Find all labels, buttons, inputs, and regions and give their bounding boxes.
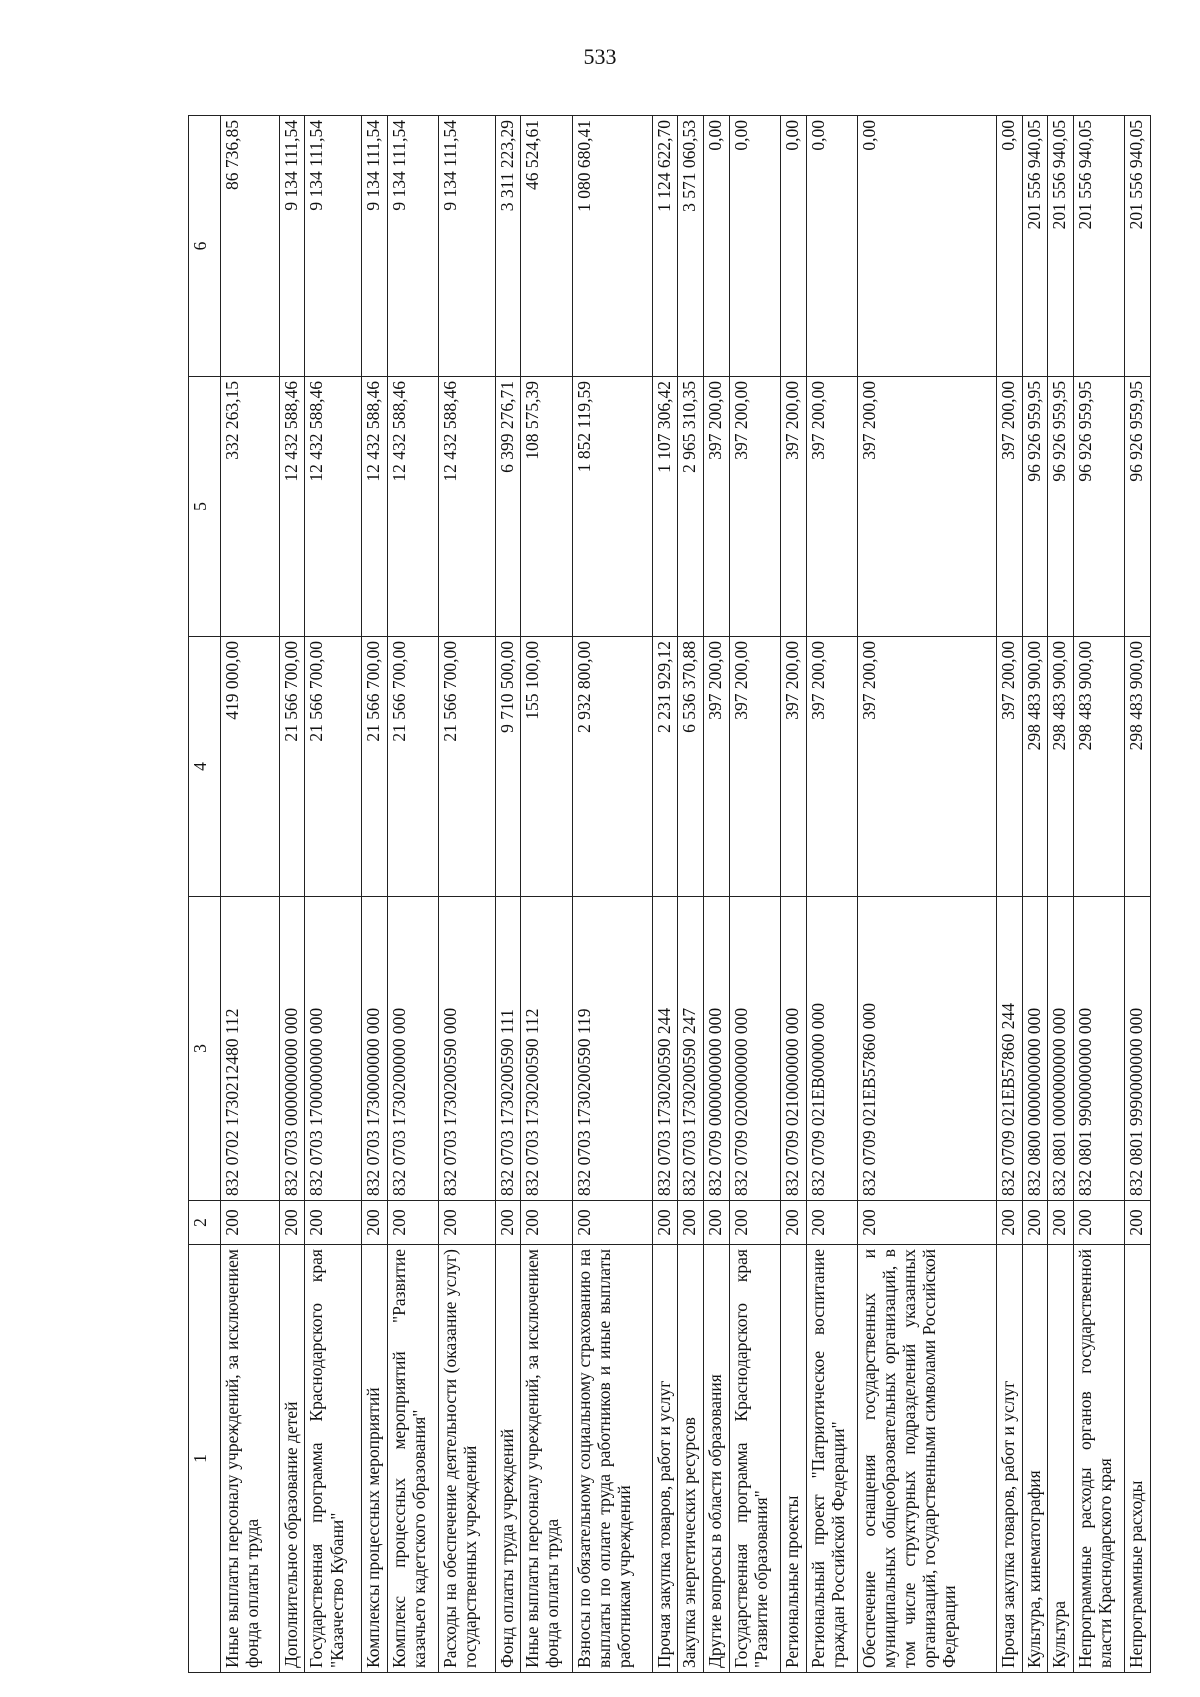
budget-table <box>188 115 1151 1673</box>
row-col5-value: 397 200,00 <box>996 377 1022 637</box>
row-name: Фонд оплаты труда учреждений <box>495 1245 521 1673</box>
row-col4-value: 298 483 900,00 <box>1073 637 1124 897</box>
row-col4-value: 2 231 929,12 <box>652 637 678 897</box>
row-classification: 832 0702 1730212480 112 <box>221 897 280 1201</box>
row-code: 200 <box>521 1201 572 1245</box>
row-col6-value: 9 134 111,54 <box>362 116 388 377</box>
row-classification: 832 0703 1730200590 111 <box>495 897 521 1201</box>
row-col6-value: 0,00 <box>806 116 857 377</box>
row-col6-value: 46 524,61 <box>521 116 572 377</box>
row-classification: 832 0709 0210000000 000 <box>780 897 806 1201</box>
row-col6-value: 1 080 680,41 <box>572 116 652 377</box>
row-col4-value: 397 200,00 <box>857 637 996 897</box>
row-classification: 832 0703 1730200590 244 <box>652 897 678 1201</box>
row-classification: 832 0703 1730200000 000 <box>387 897 438 1201</box>
row-col5-value: 397 200,00 <box>806 377 857 637</box>
rotated-table-wrapper <box>188 116 1151 1673</box>
row-col5-value: 12 432 588,46 <box>362 377 388 637</box>
col-header-3: 3 <box>189 897 221 1201</box>
col-header-6: 6 <box>189 116 221 377</box>
row-code: 200 <box>729 1201 780 1245</box>
row-col6-value: 9 134 111,54 <box>387 116 438 377</box>
row-classification: 832 0709 021EB57860 000 <box>857 897 996 1201</box>
row-code: 200 <box>1022 1201 1048 1245</box>
table-row <box>678 116 704 1673</box>
row-name: Комплекс процессных мероприятий "Развитие казачьего кадетского образования" <box>387 1245 438 1673</box>
row-col6-value: 0,00 <box>704 116 730 377</box>
row-col4-value: 21 566 700,00 <box>387 637 438 897</box>
row-col5-value: 12 432 588,46 <box>439 377 496 637</box>
table-row <box>1125 116 1151 1673</box>
row-col6-value: 9 134 111,54 <box>279 116 305 377</box>
row-col5-value: 1 107 306,42 <box>652 377 678 637</box>
row-code: 200 <box>572 1201 652 1245</box>
row-col6-value: 1 124 622,70 <box>652 116 678 377</box>
row-col4-value: 21 566 700,00 <box>362 637 388 897</box>
row-name: Непрограммные расходы органов государственной власти Краснодарского края <box>1073 1245 1124 1673</box>
row-classification: 832 0800 0000000000 000 <box>1022 897 1048 1201</box>
row-name: Обеспечение оснащения государственных и муниципальных общеобразовательных организаций, в том числе структурных подразделений указанных организаций, государственными символами Российской Федерации <box>857 1245 996 1673</box>
table-row <box>439 116 496 1673</box>
row-col4-value: 397 200,00 <box>780 637 806 897</box>
row-col5-value: 397 200,00 <box>704 377 730 637</box>
row-name: Иные выплаты персоналу учреждений, за исключением фонда оплаты труда <box>521 1245 572 1673</box>
row-col5-value: 6 399 276,71 <box>495 377 521 637</box>
row-col4-value: 21 566 700,00 <box>439 637 496 897</box>
table-row <box>495 116 521 1673</box>
row-classification: 832 0703 1730200590 247 <box>678 897 704 1201</box>
row-name: Закупка энергетических ресурсов <box>678 1245 704 1673</box>
row-name: Дополнительное образование детей <box>279 1245 305 1673</box>
col-header-5: 5 <box>189 377 221 637</box>
row-col5-value: 108 575,39 <box>521 377 572 637</box>
row-name: Непрограммные расходы <box>1125 1245 1151 1673</box>
row-classification: 832 0801 9900000000 000 <box>1073 897 1124 1201</box>
row-col6-value: 201 556 940,05 <box>1022 116 1048 377</box>
page-number: 533 <box>583 44 617 69</box>
row-code: 200 <box>387 1201 438 1245</box>
row-classification: 832 0709 0000000000 000 <box>704 897 730 1201</box>
row-col6-value: 201 556 940,05 <box>1125 116 1151 377</box>
row-col5-value: 96 926 959,95 <box>1073 377 1124 637</box>
row-col6-value: 0,00 <box>780 116 806 377</box>
row-col5-value: 96 926 959,95 <box>1048 377 1074 637</box>
row-col5-value: 12 432 588,46 <box>387 377 438 637</box>
row-col4-value: 298 483 900,00 <box>1022 637 1048 897</box>
table-row <box>305 116 362 1673</box>
row-col6-value: 0,00 <box>857 116 996 377</box>
row-col4-value: 21 566 700,00 <box>279 637 305 897</box>
row-code: 200 <box>495 1201 521 1245</box>
row-name: Региональные проекты <box>780 1245 806 1673</box>
row-col4-value: 6 536 370,88 <box>678 637 704 897</box>
row-col6-value: 201 556 940,05 <box>1073 116 1124 377</box>
row-classification: 832 0703 1730200590 000 <box>439 897 496 1201</box>
row-col5-value: 12 432 588,46 <box>305 377 362 637</box>
row-col4-value: 298 483 900,00 <box>1048 637 1074 897</box>
table-row <box>806 116 857 1673</box>
table-row <box>729 116 780 1673</box>
row-name: Иные выплаты персоналу учреждений, за исключением фонда оплаты труда <box>221 1245 280 1673</box>
table-header-row <box>189 116 221 1673</box>
row-code: 200 <box>1048 1201 1074 1245</box>
row-code: 200 <box>652 1201 678 1245</box>
row-code: 200 <box>1125 1201 1151 1245</box>
row-code: 200 <box>221 1201 280 1245</box>
row-classification: 832 0709 021EB57860 244 <box>996 897 1022 1201</box>
row-col5-value: 397 200,00 <box>729 377 780 637</box>
row-col6-value: 201 556 940,05 <box>1048 116 1074 377</box>
row-col5-value: 96 926 959,95 <box>1022 377 1048 637</box>
row-name: Прочая закупка товаров, работ и услуг <box>996 1245 1022 1673</box>
row-code: 200 <box>305 1201 362 1245</box>
row-col5-value: 2 965 310,35 <box>678 377 704 637</box>
row-name: Другие вопросы в области образования <box>704 1245 730 1673</box>
table-row <box>857 116 996 1673</box>
row-code: 200 <box>857 1201 996 1245</box>
row-col5-value: 332 263,15 <box>221 377 280 637</box>
row-col6-value: 0,00 <box>729 116 780 377</box>
row-classification: 832 0801 0000000000 000 <box>1048 897 1074 1201</box>
row-name: Прочая закупка товаров, работ и услуг <box>652 1245 678 1673</box>
row-code: 200 <box>806 1201 857 1245</box>
row-col6-value: 9 134 111,54 <box>305 116 362 377</box>
table-row <box>1073 116 1124 1673</box>
row-code: 200 <box>704 1201 730 1245</box>
row-col6-value: 3 311 223,29 <box>495 116 521 377</box>
row-classification: 832 0709 0200000000 000 <box>729 897 780 1201</box>
row-col5-value: 1 852 119,59 <box>572 377 652 637</box>
row-col5-value: 397 200,00 <box>857 377 996 637</box>
col-header-1: 1 <box>189 1245 221 1673</box>
col-header-2: 2 <box>189 1201 221 1245</box>
row-col6-value: 86 736,85 <box>221 116 280 377</box>
row-name: Региональный проект "Патриотическое воспитание граждан Российской Федерации" <box>806 1245 857 1673</box>
row-code: 200 <box>996 1201 1022 1245</box>
row-col4-value: 298 483 900,00 <box>1125 637 1151 897</box>
row-name: Культура <box>1048 1245 1074 1673</box>
table-row <box>652 116 678 1673</box>
row-code: 200 <box>439 1201 496 1245</box>
row-col4-value: 397 200,00 <box>806 637 857 897</box>
row-col5-value: 96 926 959,95 <box>1125 377 1151 637</box>
table-row <box>521 116 572 1673</box>
row-col4-value: 2 932 800,00 <box>572 637 652 897</box>
row-name: Культура, кинематография <box>1022 1245 1048 1673</box>
row-col4-value: 155 100,00 <box>521 637 572 897</box>
row-code: 200 <box>780 1201 806 1245</box>
table-row <box>387 116 438 1673</box>
row-col4-value: 419 000,00 <box>221 637 280 897</box>
table-row <box>996 116 1022 1673</box>
table-row <box>362 116 388 1673</box>
row-col4-value: 9 710 500,00 <box>495 637 521 897</box>
row-col6-value: 9 134 111,54 <box>439 116 496 377</box>
row-code: 200 <box>678 1201 704 1245</box>
row-name: Расходы на обеспечение деятельности (оказание услуг) государственных учреждений <box>439 1245 496 1673</box>
row-col4-value: 397 200,00 <box>729 637 780 897</box>
row-classification: 832 0703 1730000000 000 <box>362 897 388 1201</box>
row-col5-value: 397 200,00 <box>780 377 806 637</box>
row-col4-value: 397 200,00 <box>996 637 1022 897</box>
row-classification: 832 0801 9990000000 000 <box>1125 897 1151 1201</box>
table-row <box>572 116 652 1673</box>
row-name: Государственная программа Краснодарского края "Развитие образования" <box>729 1245 780 1673</box>
row-name: Государственная программа Краснодарского края "Казачество Кубани" <box>305 1245 362 1673</box>
row-classification: 832 0703 0000000000 000 <box>279 897 305 1201</box>
col-header-4: 4 <box>189 637 221 897</box>
row-code: 200 <box>362 1201 388 1245</box>
row-col4-value: 21 566 700,00 <box>305 637 362 897</box>
row-code: 200 <box>1073 1201 1124 1245</box>
row-classification: 832 0703 1730200590 112 <box>521 897 572 1201</box>
table-row <box>221 116 280 1673</box>
row-name: Взносы по обязательному социальному страхованию на выплаты по оплате труда работников и иные выплаты работникам учреждений <box>572 1245 652 1673</box>
row-col6-value: 3 571 060,53 <box>678 116 704 377</box>
row-col5-value: 12 432 588,46 <box>279 377 305 637</box>
row-col4-value: 397 200,00 <box>704 637 730 897</box>
table-row <box>1022 116 1048 1673</box>
table-row <box>1048 116 1074 1673</box>
row-classification: 832 0703 1700000000 000 <box>305 897 362 1201</box>
row-name: Комплексы процессных мероприятий <box>362 1245 388 1673</box>
table-row <box>780 116 806 1673</box>
table-row <box>704 116 730 1673</box>
row-classification: 832 0703 1730200590 119 <box>572 897 652 1201</box>
row-code: 200 <box>279 1201 305 1245</box>
table-row <box>279 116 305 1673</box>
row-col6-value: 0,00 <box>996 116 1022 377</box>
row-classification: 832 0709 021EB00000 000 <box>806 897 857 1201</box>
